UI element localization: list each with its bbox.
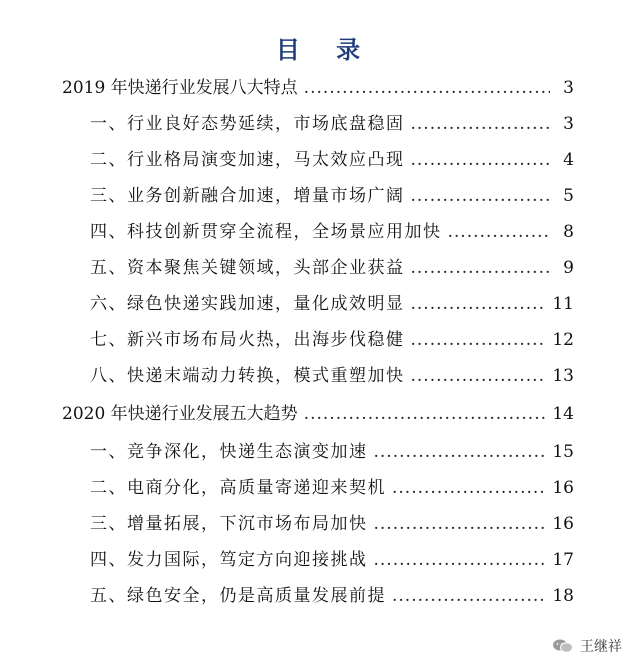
toc-entry[interactable] (90, 250, 574, 286)
toc-entry[interactable] (90, 358, 574, 394)
toc-entry-page: 4 (563, 150, 574, 170)
toc-entry-label: 三、增量拓展，下沉市场布局加快 (90, 514, 368, 534)
toc-entry-label: 一、行业良好态势延续，市场底盘稳固 (90, 114, 405, 134)
toc-entry-page: 13 (552, 366, 574, 386)
toc-entry-label: 四、发力国际，笃定方向迎接挑战 (90, 550, 368, 570)
toc-entry-page: 5 (563, 186, 574, 206)
toc-leader-dots (374, 506, 547, 542)
toc-leader-dots (411, 322, 547, 358)
toc-entry[interactable] (90, 142, 574, 178)
toc-entry-label: 五、资本聚焦关键领域，头部企业获益 (90, 258, 405, 278)
toc-entry-label: 2019 年快递行业发展八大特点 (62, 78, 298, 98)
toc-entry-page: 16 (552, 478, 574, 498)
toc-entry-label: 二、行业格局演变加速，马太效应凸现 (90, 150, 405, 170)
toc-entry-page: 14 (552, 404, 574, 424)
toc-entry[interactable] (90, 542, 574, 578)
toc-leader-dots (411, 358, 547, 394)
toc-leader-dots (304, 396, 547, 432)
toc-entry[interactable] (90, 470, 574, 506)
toc-entry-page: 9 (563, 258, 574, 278)
watermark (552, 636, 622, 656)
toc-leader-dots (411, 106, 551, 142)
toc-entry-page: 16 (552, 514, 574, 534)
toc-entry-label: 六、绿色快递实践加速，量化成效明显 (90, 294, 405, 314)
watermark-text: 王继祥 (580, 639, 622, 655)
toc-entry[interactable] (90, 214, 574, 250)
toc-entry[interactable] (90, 434, 574, 470)
toc-entry-label: 七、新兴市场布局火热，出海步伐稳健 (90, 330, 405, 350)
toc-leader-dots (304, 70, 550, 106)
toc-entry-label: 四、科技创新贯穿全流程，全场景应用加快 (90, 222, 442, 242)
toc-entry-page: 3 (563, 114, 574, 134)
toc-leader-dots (392, 578, 546, 614)
toc-entry-label: 五、绿色安全，仍是高质量发展前提 (90, 586, 386, 606)
toc-entry-page: 11 (552, 294, 574, 314)
page-title: 目 录 (275, 35, 375, 64)
toc-entry-page: 15 (552, 442, 574, 462)
toc-entry-label: 2020 年快递行业发展五大趋势 (62, 404, 298, 424)
toc-entry-page: 18 (552, 586, 574, 606)
toc-entry-label: 二、电商分化，高质量寄递迎来契机 (90, 478, 386, 498)
toc-entry-section-2020[interactable] (62, 396, 574, 432)
toc-entry-page: 12 (552, 330, 574, 350)
toc-entry-page: 17 (552, 550, 574, 570)
toc-leader-dots (411, 286, 547, 322)
toc-entry-label: 三、业务创新融合加速，增量市场广阔 (90, 186, 405, 206)
toc-leader-dots (448, 214, 551, 250)
toc-leader-dots (392, 470, 546, 506)
toc-leader-dots (411, 178, 551, 214)
toc-leader-dots (411, 142, 551, 178)
toc-entry[interactable] (90, 178, 574, 214)
toc-entry[interactable] (90, 506, 574, 542)
toc-entry-label: 八、快递末端动力转换，模式重塑加快 (90, 366, 405, 386)
wechat-icon (552, 638, 574, 654)
toc-entry-section-2019[interactable] (62, 70, 574, 106)
toc-entry-label: 一、竞争深化，快递生态演变加速 (90, 442, 368, 462)
toc-leader-dots (411, 250, 551, 286)
toc-entry[interactable] (90, 578, 574, 614)
toc-leader-dots (374, 542, 547, 578)
toc-entry-page: 8 (563, 222, 574, 242)
toc-entry[interactable] (90, 106, 574, 142)
toc-entry-page: 3 (563, 78, 574, 98)
toc-entry[interactable] (90, 322, 574, 358)
toc-entry[interactable] (90, 286, 574, 322)
toc-leader-dots (374, 434, 547, 470)
